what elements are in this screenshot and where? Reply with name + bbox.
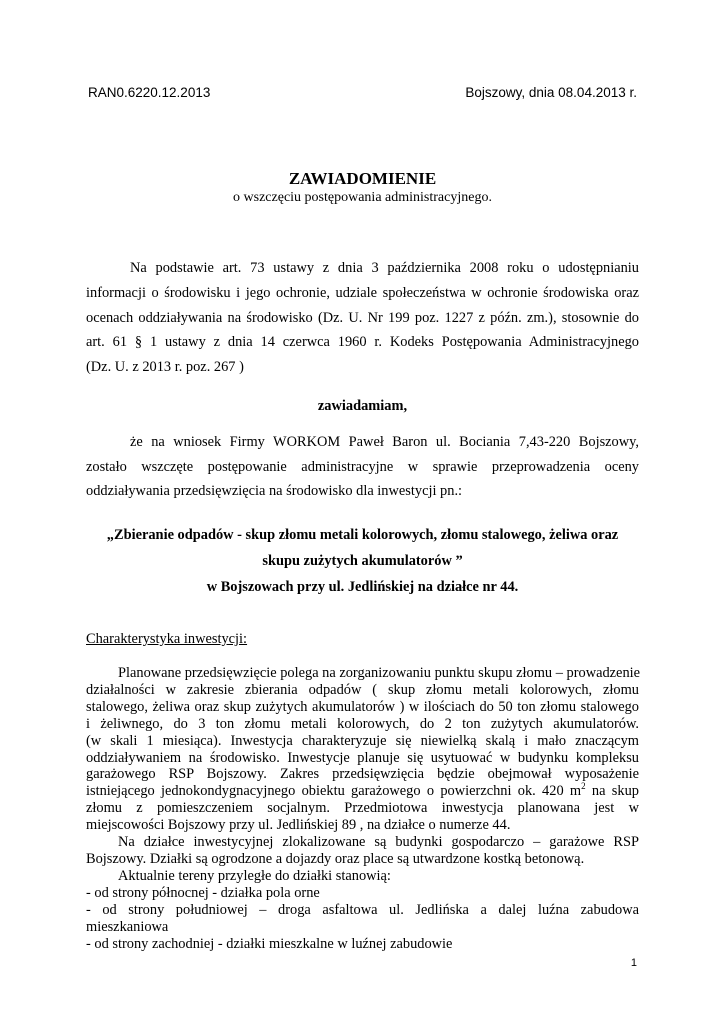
text-line: i żeliwnego, do 3 ton złomu metali kolorowych, do 2 ton zużytych akumulatorów. [86, 715, 639, 732]
area-text-end: na skup [585, 783, 639, 800]
text-line: Planowane przedsięwzięcie polega na zorganizowaniu punktu skupu złomu – prowadzenie [118, 665, 641, 681]
list-item: - od strony północnej - działka pola orne [86, 884, 320, 901]
text-line: garażowego RSP Bojszowy. Zakres przedsięwzięcia będzie obejmował wyposażenie [86, 766, 639, 783]
area-text: istniejącego jednokondygnacyjnego obiektu garażowego o powierzchni ok. 420 m [86, 783, 582, 800]
section-heading: Charakterystyka inwestycji: [86, 631, 248, 647]
page-number: 1 [630, 957, 637, 969]
area-superscript: 2 [581, 781, 586, 792]
document-subtitle: o wszczęciu postępowania administracyjnego. [233, 190, 492, 205]
text-line: Aktualnie tereny przyległe do działki stanowią: [118, 867, 391, 884]
investment-title [0, 522, 725, 600]
notification-paragraph [86, 430, 639, 504]
investment-title-line: „Zbieranie odpadów - skup złomu metali kolorowych, złomu stalowego, żeliwa oraz [106, 527, 619, 543]
legal-basis-paragraph [86, 256, 639, 380]
reference-number: RAN0.6220.12.2013 [88, 85, 211, 100]
text-line: informacji o środowisku i jego ochronie, udziale społeczeństwa w ochronie środowiska oraz [86, 284, 639, 301]
list-item: mieszkaniowa [86, 918, 169, 935]
text-line-area [86, 783, 639, 800]
text-line: że na wniosek Firmy WORKOM Paweł Baron ul. Bociania 7,43-220 Bojszowy, [130, 434, 639, 450]
notify-heading: zawiadamiam, [317, 398, 408, 414]
text-line: miejscowości Bojszowy przy ul. Jedlińskiej 89 , na działce o numerze 44. [86, 817, 511, 834]
investment-title-line: w Bojszowach przy ul. Jedlińskiej na działce nr 44. [206, 579, 519, 595]
text-line: art. 61 § 1 ustawy z dnia 14 czerwca 1960 r. Kodeks Postępowania Administracyjnego [86, 334, 639, 351]
list-item: - od strony zachodniej - działki mieszkalne w luźnej zabudowie [86, 935, 453, 952]
text-line: zostało wszczęte postępowanie administracyjne w sprawie przeprowadzenia oceny [86, 458, 639, 475]
text-line: działalności w zakresie zbierania odpadów ( skup złomu metali kolorowych, złomu [86, 681, 639, 698]
investment-title-line: skupu zużytych akumulatorów ” [262, 553, 463, 569]
text-line: oddziaływania przedsięwzięcia na środowisko dla inwestycji pn.: [86, 483, 463, 500]
list-item: - od strony południowej – droga asfaltowa ul. Jedlińska a dalej luźna zabudowa [86, 901, 639, 918]
text-line: ocenach oddziaływania na środowisko (Dz. U. Nr 199 poz. 1227 z późn. zm.), stosownie do [86, 309, 639, 326]
text-line: złomu z pomieszczeniem socjalnym. Przedmiotowa inwestycja planowana jest w [86, 800, 639, 817]
text-line: (Dz. U. z 2013 r. poz. 267 ) [86, 359, 244, 376]
text-line: (w skali 1 miesiąca). Inwestycja charakteryzuje się niewielką skalą i mało znaczącym [86, 732, 639, 749]
document-title: ZAWIADOMIENIE [288, 169, 437, 188]
place-date: Bojszowy, dnia 08.04.2013 r. [465, 85, 637, 100]
text-line: Bojszowy. Działki są ogrodzone a dojazdy oraz place są utwardzone kostką betonową. [86, 850, 585, 867]
description-paragraph [86, 665, 639, 952]
text-line: Na działce inwestycyjnej zlokalizowane są budynki gospodarczo – garażowe RSP [118, 834, 639, 851]
text-line: oddziaływaniem na środowisko. Inwestycje planuje się usytuować w budynku kompleksu [86, 749, 639, 766]
text-line: Na podstawie art. 73 ustawy z dnia 3 października 2008 roku o udostępnianiu [130, 260, 639, 276]
text-line: stalowego, żeliwa oraz skup zużytych akumulatorów ) w ilościach do 50 ton złomu stalowego [86, 698, 639, 715]
